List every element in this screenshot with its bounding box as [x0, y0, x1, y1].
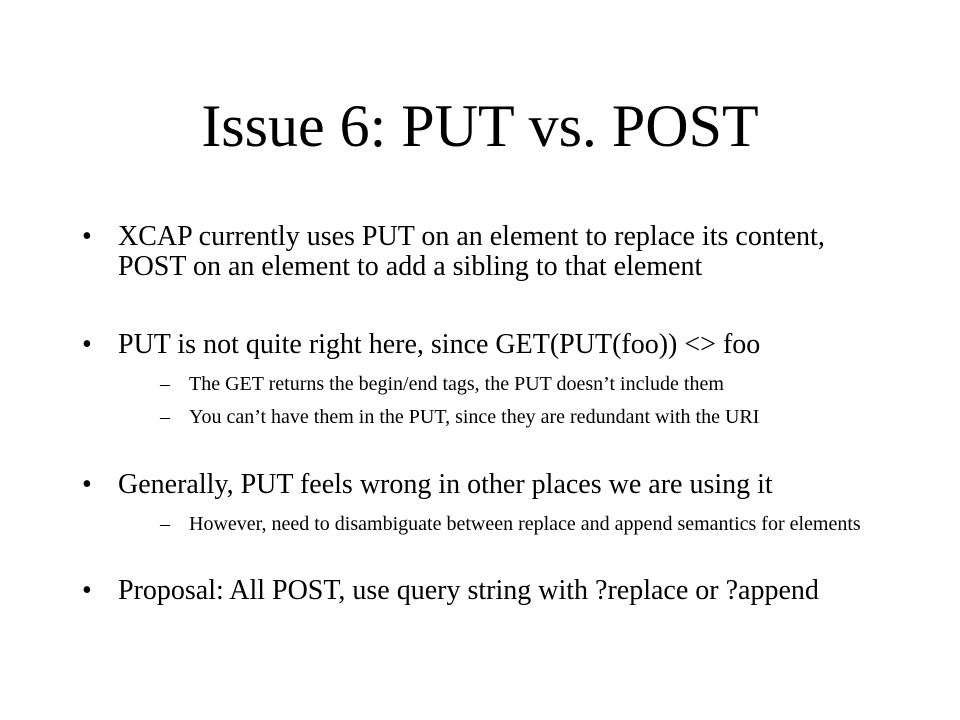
sub-bullet-marker: – [160, 406, 170, 428]
bullet-marker: • [82, 469, 92, 500]
slide-title: Issue 6: PUT vs. POST [201, 93, 759, 159]
sub-bullet-marker: – [160, 373, 170, 395]
bullet-text: PUT is not quite right here, since GET(PUT(foo)) <> foo [118, 329, 761, 360]
sub-bullet-text: You can’t have them in the PUT, since they are redundant with the URI [189, 406, 760, 428]
bullet-text: XCAP currently uses PUT on an element to replace its content, POST on an element to add a sibling to that element [118, 221, 825, 282]
sub-bullet-text: However, need to disambiguate between replace and append semantics for elements [189, 513, 861, 535]
bullet-marker: • [82, 575, 92, 606]
bullet-marker: • [82, 221, 92, 252]
sub-bullet-marker: – [160, 513, 170, 535]
sub-bullet-text: The GET returns the begin/end tags, the PUT doesn’t include them [189, 373, 724, 395]
bullet-marker: • [82, 329, 92, 360]
bullet-text: Generally, PUT feels wrong in other places we are using it [118, 469, 773, 500]
bullet-text: Proposal: All POST, use query string with ?replace or ?append [118, 575, 819, 606]
